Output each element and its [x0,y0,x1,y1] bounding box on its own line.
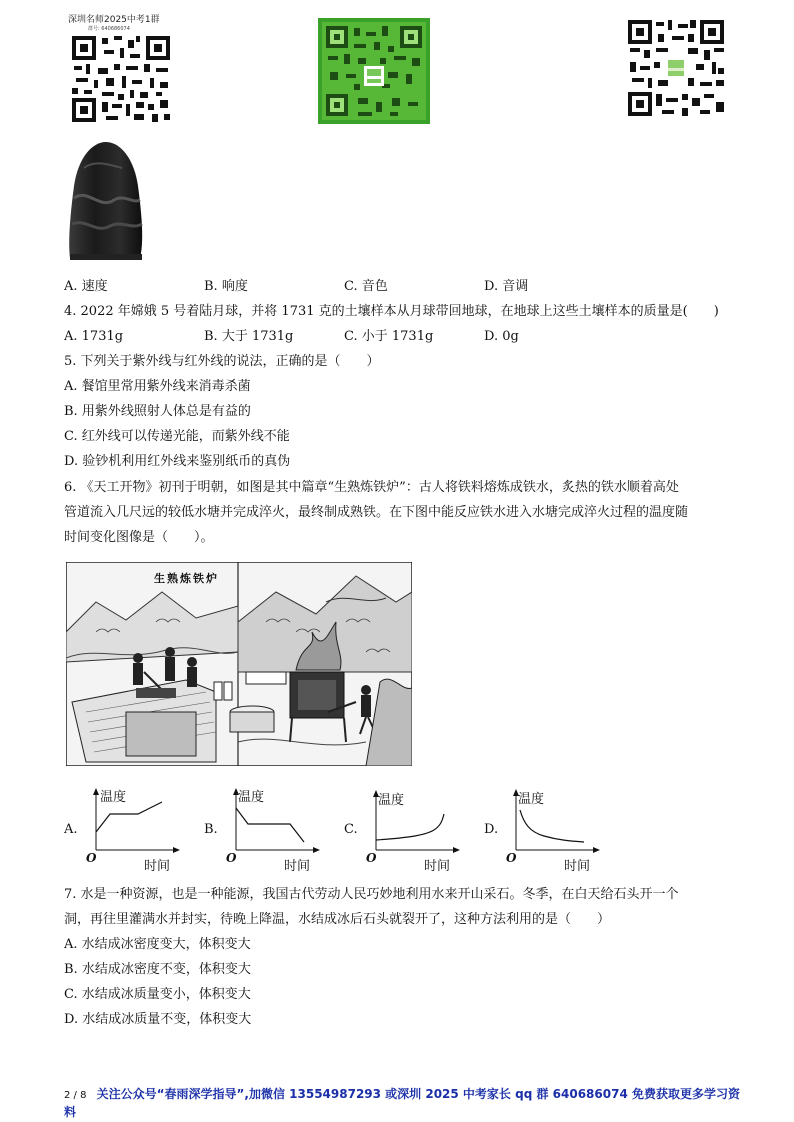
q5-question: 5. 下列关于紫外线与红外线的说法，正确的是（ ） [64,354,380,369]
q3-option-c[interactable]: C. 音色 [344,279,388,294]
graph-a-origin: O [86,851,97,865]
q4-question: 4. 2022 年嫦娥 5 号着陆月球，并将 1731 克的土壤样本从月球带回地球，在地球上这些土壤样本的质量是( ) [64,304,719,319]
iron-furnace-illustration [66,562,412,766]
graph-a-x-axis-label: 时间 [144,859,171,874]
q7-option-b[interactable]: B. 水结成冰密度不变，体积变大 [64,962,251,977]
ancient-bell-image [64,138,148,266]
footer-promo-text: 关注公众号“春雨深学指导”,加微信 13554987293 或深圳 2025 中考家长 qq 群 640686074 免费获取更多学习资料 [64,1087,740,1119]
q5-option-c[interactable]: C. 红外线可以传递光能，而紫外线不能 [64,429,290,444]
graph-c[interactable] [364,784,464,874]
qr-code-3 [626,18,726,118]
q3-option-b[interactable]: B. 响度 [204,279,248,294]
q4-option-c[interactable]: C. 小于 1731g [344,329,434,344]
qr1-sub: 群号: 640686074 [88,26,130,32]
q4-option-a[interactable]: A. 1731g [64,329,124,344]
graph-b-label[interactable]: B. [204,822,218,837]
graph-c-label[interactable]: C. [344,822,358,837]
graph-a-y-axis-label: 温度 [100,790,127,805]
graph-c-x-axis-label: 时间 [424,859,451,874]
q3-option-d[interactable]: D. 音调 [484,279,529,294]
q5-option-b[interactable]: B. 用紫外线照射人体总是有益的 [64,404,251,419]
graph-b-x-axis-label: 时间 [284,859,311,874]
graph-c-origin: O [366,851,377,865]
q5-option-a[interactable]: A. 餐馆里常用紫外线来消毒杀菌 [64,379,251,394]
q4-option-b[interactable]: B. 大于 1731g [204,329,294,344]
q3-option-a[interactable]: A. 速度 [64,279,108,294]
graph-c-y-axis-label: 温度 [378,793,405,808]
graph-d-origin: O [506,851,517,865]
qr1-label: 深圳名师2025中考1群 [68,15,160,25]
q6-question-line-2: 管道流入几尺远的较低水塘并完成淬火，最终制成熟铁。在下图中能反应铁水进入水塘完成淬火过程的温度随 [64,505,689,520]
q6-question-line-3: 时间变化图像是（ ）。 [64,530,214,545]
graph-d[interactable] [504,784,604,874]
q7-question-line-2: 洞，再往里灌满水并封实，待晚上降温，水结成冰后石头就裂开了，这种方法利用的是（ ） [64,912,611,927]
q7-option-d[interactable]: D. 水结成冰质量不变，体积变大 [64,1012,252,1027]
graph-a[interactable] [84,784,184,874]
graph-b-y-axis-label: 温度 [238,790,265,805]
graph-d-y-axis-label: 温度 [518,792,545,807]
graph-b[interactable] [224,784,324,874]
qr-code-1 [70,34,172,124]
q7-option-c[interactable]: C. 水结成冰质量变小，体积变大 [64,987,251,1002]
qr-code-2-green [318,18,430,124]
q7-option-a[interactable]: A. 水结成冰密度变大，体积变大 [64,937,251,952]
graph-d-x-axis-label: 时间 [564,859,591,874]
q5-option-d[interactable]: D. 验钞机利用红外线来鉴别纸币的真伪 [64,454,291,469]
page-number: 2 / 8 [64,1090,87,1101]
illustration-title: 生熟炼铁炉 [154,572,219,585]
graph-d-label[interactable]: D. [484,822,499,837]
q6-question-line-1: 6. 《天工开物》初刊于明朝，如图是其中篇章“生熟炼铁炉”：古人将铁料熔炼成铁水，炙热的铁水顺着高处 [64,480,679,495]
q4-option-d[interactable]: D. 0g [484,329,519,344]
q7-question-line-1: 7. 水是一种资源，也是一种能源，我国古代劳动人民巧妙地利用水来开山采石。冬季，在白天给石头开一个 [64,887,679,902]
footer [64,1086,744,1121]
graph-b-origin: O [226,851,237,865]
graph-a-label[interactable]: A. [64,822,78,837]
